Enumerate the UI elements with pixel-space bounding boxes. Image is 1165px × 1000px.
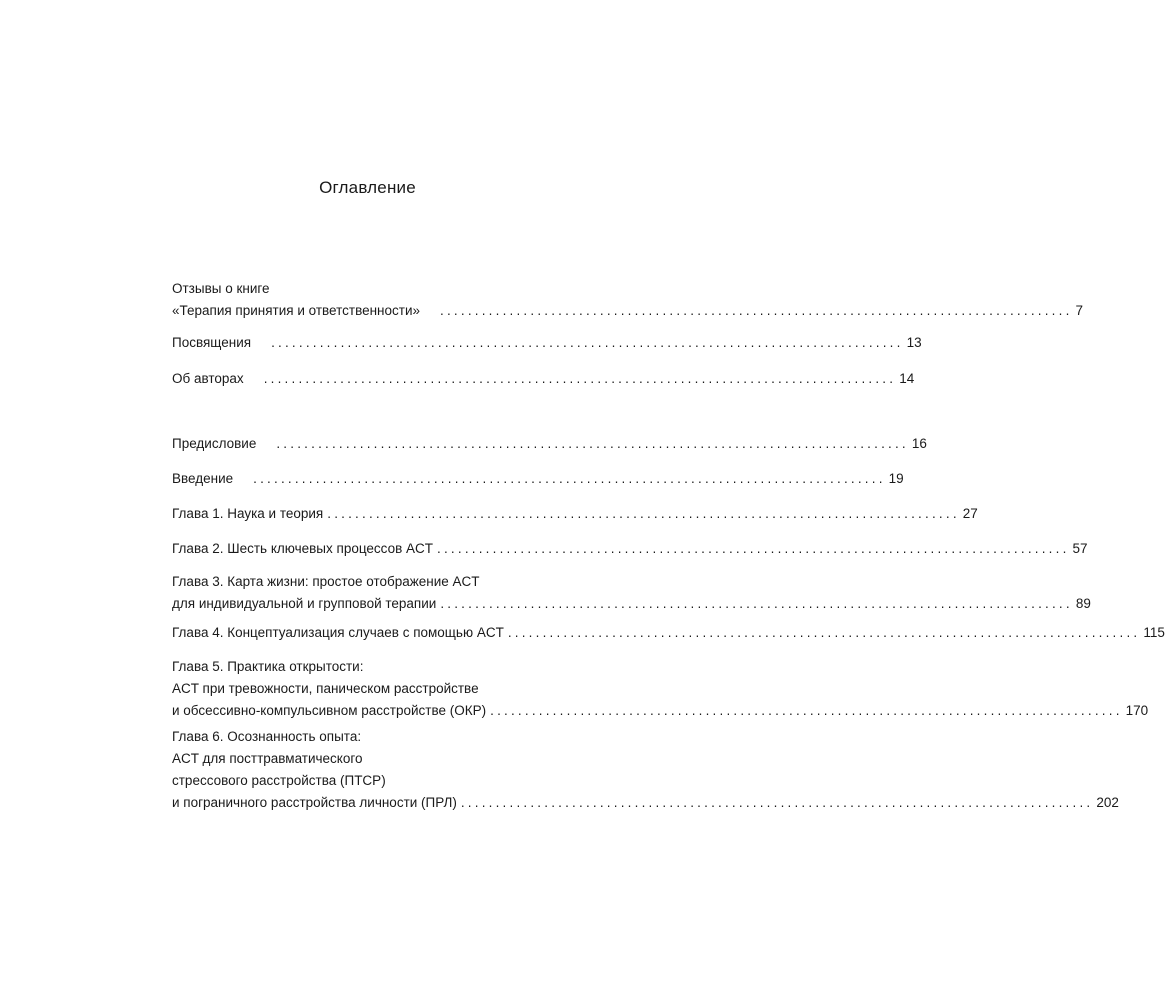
toc-entry-title: Посвящения <box>172 335 252 350</box>
toc-entry-last-line <box>172 503 978 525</box>
dot-leader: ........................................................................................... <box>440 303 1073 318</box>
dot-leader: ........................................................................................... <box>271 335 904 350</box>
toc-page-number: 170 <box>1125 703 1149 718</box>
toc-entry-title: Глава 4. Концептуализация случаев с помощью ACT <box>172 625 504 640</box>
dot-leader: ........................................................................................... <box>507 625 1141 640</box>
toc-page-number: 89 <box>1075 596 1091 611</box>
toc-entry-title: для индивидуальной и групповой терапии <box>172 596 437 611</box>
toc-page-number: 57 <box>1072 541 1088 556</box>
toc-entry-line: Глава 3. Карта жизни: простое отображение ACT <box>172 574 480 589</box>
toc-entry-authors <box>172 368 915 390</box>
toc-entry-line: стрессового расстройства (ПТСР) <box>172 773 386 788</box>
toc-entry-line: ACT при тревожности, паническом расстройстве <box>172 681 479 696</box>
toc-entry-last-line <box>172 792 1119 814</box>
toc-entry-introduction <box>172 468 904 490</box>
toc-entry-title: Глава 2. Шесть ключевых процессов ACT <box>172 541 434 556</box>
toc-entry-last-line <box>172 593 1091 615</box>
page-title: Оглавление <box>319 178 416 197</box>
toc-entry-line: Глава 6. Осознанность опыта: <box>172 729 362 744</box>
toc-entry-last-line <box>172 433 927 455</box>
toc-page-number: 19 <box>888 471 904 486</box>
toc-page-number: 13 <box>906 335 922 350</box>
toc-entry-last-line <box>172 300 1084 322</box>
toc-entry-last-line <box>172 538 1088 560</box>
toc-entry-last-line <box>172 368 915 390</box>
toc-entry-title: и пограничного расстройства личности (ПРЛ) <box>172 795 457 810</box>
dot-leader: ........................................................................................... <box>327 506 960 521</box>
dot-leader: ........................................................................................... <box>276 436 909 451</box>
toc-page-number: 202 <box>1096 795 1119 810</box>
toc-page-number: 7 <box>1075 303 1084 318</box>
dot-leader: ........................................................................................... <box>253 471 886 486</box>
toc-page-number: 27 <box>962 506 978 521</box>
toc-entry-chapter-1 <box>172 503 978 525</box>
dot-leader: ........................................................................................... <box>490 703 1123 718</box>
toc-entry-chapter-2 <box>172 538 1088 560</box>
toc-entry-chapter-4 <box>172 622 1165 644</box>
toc-entry-chapter-5 <box>172 656 1149 722</box>
toc-entry-title: Глава 1. Наука и теория <box>172 506 324 521</box>
toc-entry-last-line <box>172 700 1149 722</box>
toc-entry-last-line <box>172 468 904 490</box>
toc-entry-line: Глава 5. Практика открытости: <box>172 659 364 674</box>
toc-entry-title: Предисловие <box>172 436 257 451</box>
dot-leader: ........................................................................................... <box>440 596 1073 611</box>
dot-leader: ........................................................................................... <box>263 371 897 386</box>
toc-entry-line: Отзывы о книге <box>172 281 270 296</box>
toc-entry-chapter-3 <box>172 571 1091 615</box>
toc-entry-line: ACT для посттравматического <box>172 751 363 766</box>
toc-entry-chapter-6 <box>172 726 1119 814</box>
toc-entry-last-line <box>172 622 1165 644</box>
toc-entry-title: Введение <box>172 471 234 486</box>
toc-entry-preface <box>172 433 927 455</box>
dot-leader: ........................................................................................... <box>460 795 1094 810</box>
toc-page-number: 16 <box>911 436 927 451</box>
toc-page-number: 115 <box>1143 625 1165 640</box>
toc-entry-last-line <box>172 332 922 354</box>
dot-leader: ........................................................................................... <box>437 541 1070 556</box>
toc-entry-title: «Терапия принятия и ответственности» <box>172 303 421 318</box>
toc-entry-reviews <box>172 278 1084 322</box>
toc-page-number: 14 <box>899 371 915 386</box>
toc-entry-title: и обсессивно-компульсивном расстройстве (ОКР) <box>172 703 487 718</box>
toc-entry-title: Об авторах <box>172 371 244 386</box>
toc-entry-dedications <box>172 332 922 354</box>
